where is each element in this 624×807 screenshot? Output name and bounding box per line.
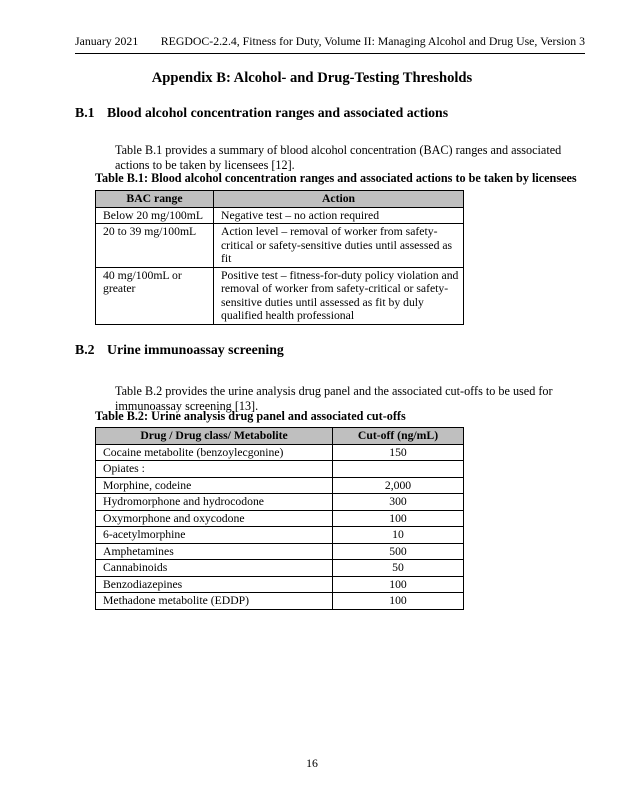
cutoff-cell: 100 (333, 576, 464, 593)
table-b2-row (96, 560, 464, 577)
table-b2-caption: Table B.2: Urine analysis drug panel and associated cut-offs (95, 409, 406, 423)
drug-cell: Morphine, codeine (96, 477, 333, 494)
table-b2-header-cutoff: Cut-off (ng/mL) (333, 428, 464, 445)
drug-cell: Benzodiazepines (96, 576, 333, 593)
table-b2-row (96, 477, 464, 494)
drug-cell: Oxymorphone and oxycodone (96, 510, 333, 527)
table-b2-row (96, 510, 464, 527)
section-b2-paragraph: Table B.2 provides the urine analysis drug panel and the associated cut-offs to be used for immunoassay screening [13]. (115, 384, 553, 414)
drug-cell: Opiates : (96, 461, 333, 478)
cutoff-cell: 150 (333, 444, 464, 461)
table-b2-row (96, 543, 464, 560)
section-b2-number: B.2 (75, 342, 95, 357)
section-b1-title: Blood alcohol concentration ranges and associated actions (107, 105, 449, 120)
header-doc-title: REGDOC-2.2.4, Fitness for Duty, Volume II: Managing Alcohol and Drug Use, Version 3 (160, 34, 585, 48)
cutoff-cell: 2,000 (333, 477, 464, 494)
table-b2-header-row (96, 428, 464, 445)
appendix-title: Appendix B: Alcohol- and Drug-Testing Thresholds (151, 70, 473, 86)
drug-cell: Hydromorphone and hydrocodone (96, 494, 333, 511)
drug-cell: Cocaine metabolite (benzoylecgonine) (96, 444, 333, 461)
drug-cell: 6-acetylmorphine (96, 527, 333, 544)
cutoff-cell: 100 (333, 510, 464, 527)
running-header (75, 35, 585, 54)
table-b2-row (96, 494, 464, 511)
section-b1-paragraph: Table B.1 provides a summary of blood alcohol concentration (BAC) ranges and associated actions to be taken by licensees [12]. (115, 143, 562, 173)
table-b2-row (96, 461, 464, 478)
table-b1-caption: Table B.1: Blood alcohol concentration ranges and associated actions to be taken by licensees (95, 171, 577, 185)
action-cell: Action level – removal of worker from safety-critical or safety-sensitive duties until assessed as fit (214, 224, 464, 268)
header-date: January 2021 (75, 34, 139, 48)
table-b2 (95, 427, 464, 610)
bac-range-cell: Below 20 mg/100mL (96, 207, 214, 224)
table-b2-row (96, 444, 464, 461)
drug-cell: Cannabinoids (96, 560, 333, 577)
table-b2-header-drug: Drug / Drug class/ Metabolite (96, 428, 333, 445)
table-b1-row (96, 267, 464, 324)
cutoff-cell: 300 (333, 494, 464, 511)
table-b1-row (96, 207, 464, 224)
section-b1-heading (75, 105, 585, 121)
section-b1-number: B.1 (75, 105, 95, 120)
table-b2-body (96, 444, 464, 609)
table-b1 (95, 190, 464, 325)
cutoff-cell: 100 (333, 593, 464, 610)
table-b1-row (96, 224, 464, 268)
bac-range-cell: 20 to 39 mg/100mL (96, 224, 214, 268)
page-number: 16 (306, 756, 318, 770)
bac-range-cell: 40 mg/100mL or greater (96, 267, 214, 324)
action-cell: Positive test – fitness-for-duty policy violation and removal of worker from safety-critical or safety-sensitive duties until assessed as fit by duly qualified health professional (214, 267, 464, 324)
action-cell: Negative test – no action required (214, 207, 464, 224)
drug-cell: Amphetamines (96, 543, 333, 560)
table-b1-header-row (96, 191, 464, 208)
cutoff-cell: 50 (333, 560, 464, 577)
section-b2-heading (75, 342, 585, 358)
table-b2-row (96, 527, 464, 544)
cutoff-cell (333, 461, 464, 478)
table-b1-header-bac-range: BAC range (96, 191, 214, 208)
table-b2-row (96, 593, 464, 610)
table-b1-body (96, 207, 464, 324)
cutoff-cell: 500 (333, 543, 464, 560)
cutoff-cell: 10 (333, 527, 464, 544)
section-b2-title: Urine immunoassay screening (107, 342, 284, 357)
table-b1-header-action: Action (214, 191, 464, 208)
drug-cell: Methadone metabolite (EDDP) (96, 593, 333, 610)
table-b2-row (96, 576, 464, 593)
